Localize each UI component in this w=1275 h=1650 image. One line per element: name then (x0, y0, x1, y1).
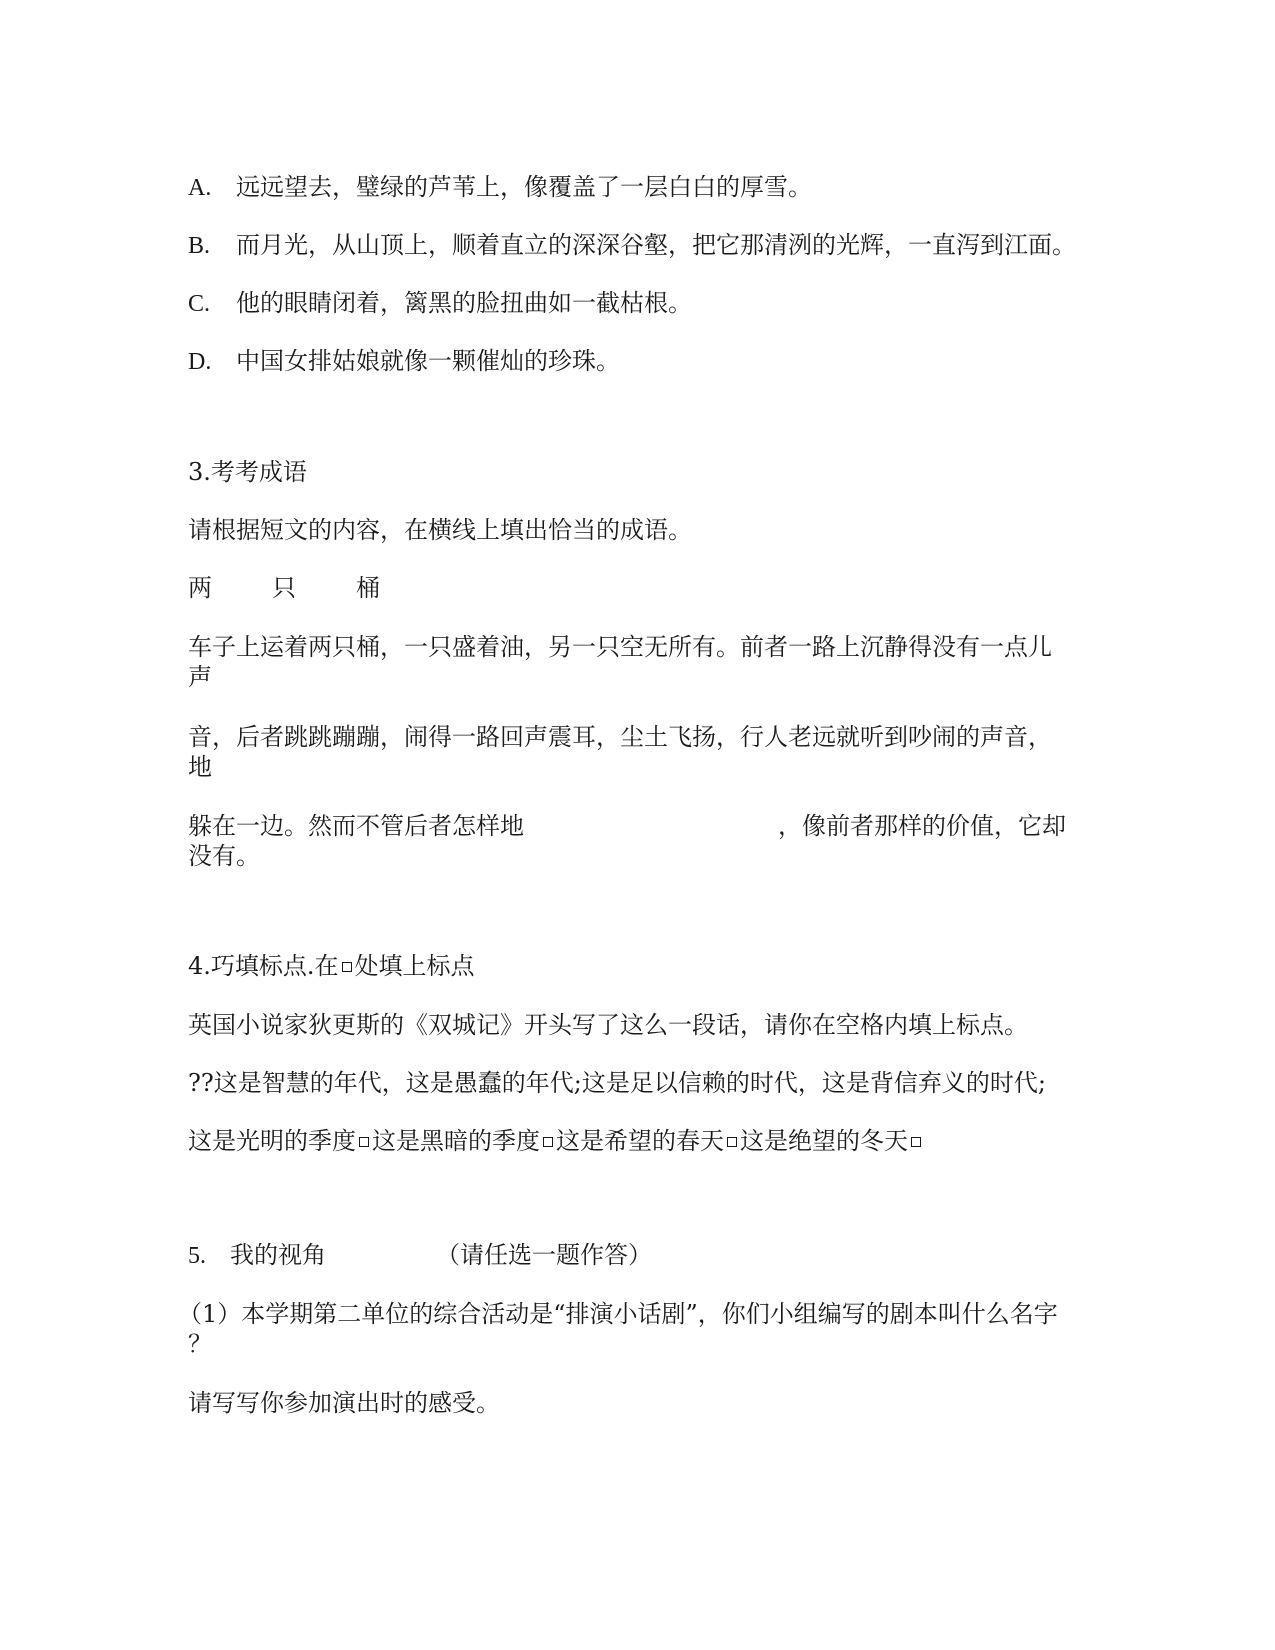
quote-text: 这是绝望的冬天 (740, 1127, 908, 1155)
q5-title: 我的视角 (230, 1241, 326, 1269)
q5-item: ？ (188, 1330, 212, 1358)
option-letter: B. (188, 233, 211, 259)
story-line: 车子上运着两只桶，一只盛着油，另一只空无所有。前者一路上沉静得没有一点儿 (188, 633, 1052, 661)
option-c (188, 288, 692, 319)
q4-heading-tail: 处填上标点 (354, 952, 475, 980)
option-text: 而月光，从山顶上，顺着直立的深深谷壑，把它那清洌的光辉，一直泻到江面。 (236, 231, 1076, 259)
option-letter: A. (188, 175, 212, 201)
q5-item: 请写写你参加演出时的感受。 (188, 1389, 500, 1417)
option-letter: C. (188, 291, 211, 317)
punctuation-box[interactable] (727, 1137, 737, 1147)
punctuation-box[interactable] (359, 1137, 369, 1147)
story-title-char: 两 (188, 574, 212, 602)
option-text: 中国女排姑娘就像一颗催灿的珍珠。 (236, 347, 620, 375)
q3-instruction: 请根据短文的内容，在横线上填出恰当的成语。 (188, 516, 692, 544)
story-line: 声 (188, 663, 212, 691)
q5-heading (188, 1240, 652, 1271)
quote-text: 这是希望的春天 (556, 1127, 724, 1155)
story-title (188, 573, 440, 603)
quote-line-with-boxes (188, 1126, 924, 1156)
story-line: 音，后者跳跳蹦蹦，闹得一路回声震耳，尘土飞扬，行人老远就听到吵闹的声音， (188, 723, 1052, 751)
story-text: ，像前者那样的价值，它却 (778, 812, 1066, 840)
option-b (188, 230, 1076, 261)
q3-heading: 3.考考成语 (188, 458, 307, 486)
option-d (188, 346, 620, 377)
story-text: 躲在一边。然而不管后者怎样地 (188, 812, 524, 840)
punctuation-box[interactable] (911, 1137, 921, 1147)
quote-text: 这是光明的季度 (188, 1127, 356, 1155)
quote-text: 这是黑暗的季度 (372, 1127, 540, 1155)
story-title-char: 只 (272, 574, 296, 602)
story-line-with-blank (188, 811, 1066, 841)
story-title-char: 桶 (356, 574, 380, 602)
q4-instruction: 英国小说家狄更斯的《双城记》开头写了这么一段话，请你在空格内填上标点。 (188, 1011, 1028, 1039)
quote-line: ??这是智慧的年代，这是愚蠢的年代;这是足以信赖的时代，这是背信弃义的时代; (188, 1069, 1046, 1097)
story-line: 没有。 (188, 842, 260, 870)
story-line: 地 (188, 753, 212, 781)
option-text: 远远望去，璧绿的芦苇上，像覆盖了一层白白的厚雪。 (236, 173, 812, 201)
option-letter: D. (188, 349, 212, 375)
q5-item: （1）本学期第二单位的综合活动是“排演小话剧”，你们小组编写的剧本叫什么名字 (178, 1300, 1058, 1328)
q5-number: 5. (188, 1243, 206, 1269)
option-a (188, 172, 812, 203)
square-box-icon (342, 962, 352, 972)
q5-note: （请任选一题作答） (436, 1241, 652, 1269)
option-text: 他的眼睛闭着，篱黑的脸扭曲如一截枯根。 (236, 289, 692, 317)
q4-heading (188, 951, 475, 981)
q4-heading-text: 4.巧填标点.在 (188, 952, 339, 980)
punctuation-box[interactable] (543, 1137, 553, 1147)
